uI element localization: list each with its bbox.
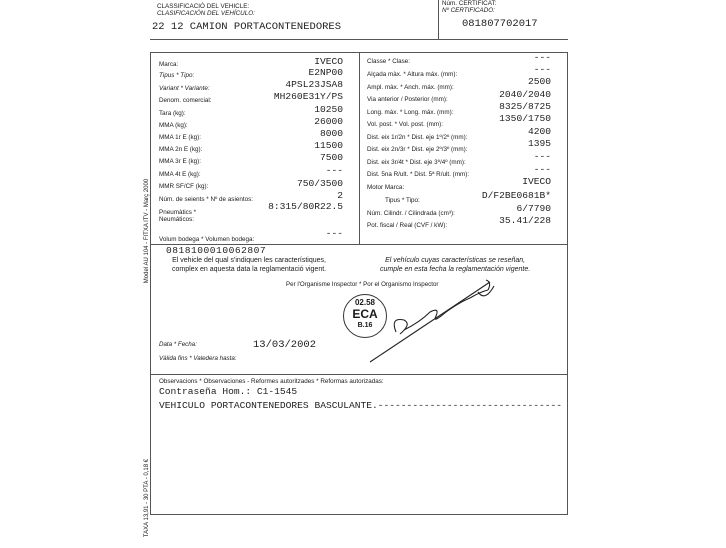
certificate-value: 081807702017 [462,18,538,30]
side-model-text: Model AU 104 - FITXA ITV - Març 2000 [144,178,150,284]
field-label: Dist. 5na R/ult. * Dist. 5ª R/ult. (mm): [367,171,470,178]
statement-ca-line: complex en aquesta data la reglamentació vigent. [172,266,327,273]
fields-center-divider [359,52,360,244]
field-value: 26000 [314,116,343,127]
field-value: --- [533,64,551,75]
date-value: 13/03/2002 [253,339,317,351]
field-label: Pot. fiscal / Real (CVF / kW): [367,222,448,229]
field-value: --- [533,52,551,63]
classification-label-es: CLASIFICACIÓN DEL VEHÍCULO: [157,10,255,17]
field-value: 2040/2040 [499,89,551,100]
observations-top-border [150,374,568,375]
classification-label [157,3,255,17]
certificate-label-ca: Núm. CERTIFICAT: [442,0,497,7]
field-value: IVECO [314,56,343,67]
form-left-border [150,52,151,514]
field-value: E2NP00 [308,67,343,78]
field-value: 2500 [527,76,551,87]
certificate-label [442,0,496,14]
field-label: Denom. comercial: [159,97,212,104]
field-label: Via anterior / Posterior (mm): [367,96,448,103]
side-tax-text: TAXA 13,91 - 30 PTA - 0,18 € [144,458,150,538]
statement-ca [172,256,326,274]
field-value: 750/3500 [296,178,343,189]
field-value: MH260E31Y/PS [273,91,343,102]
field-value: 4PSL23JSA8 [285,79,343,90]
statement-es-line: El vehículo cuyas características se reseñan, [385,257,526,264]
stamp-number: 02.58 [354,298,376,307]
field-label: Alçada màx. * Altura máx. (mm): [367,71,458,78]
volume-label: Volum bodega * Volumen bodega: [159,236,255,243]
observations-label: Observacions * Observaciones - Reformes autoritzades * Reformas autorizadas: [159,378,384,385]
field-label: Classe * Clase: [367,58,411,65]
classification-value: 22 12 CAMION PORTACONTENEDORES [152,21,342,33]
field-value: 4200 [527,126,551,137]
field-label: Ampl. màx. * Anch. máx. (mm): [367,84,454,91]
field-label: Dist. eix 2n/3r * Dist. eje 2º/3º (mm): [367,146,468,153]
form-right-border [567,52,568,514]
field-label: Pneumàtics * Neumáticos: [159,209,197,223]
field-value: 8000 [319,128,343,139]
field-value: 7500 [319,152,343,163]
observations-line-2: VEHICULO PORTACONTENEDORES BASCULANTE.-------------------------------- [159,400,563,411]
serial-code: 0818100010062807 [166,245,267,256]
field-label: MMA 2n E (kg): [159,146,203,153]
field-label: Long. màx. * Long. máx. (mm): [367,109,454,116]
form-bottom-border [150,514,568,515]
field-label: Tipus * Tipo: [159,72,195,79]
organism-label: Per l'Organisme Inspector * Por el Organismo Inspector [286,281,439,288]
header-vertical-divider [438,0,439,39]
field-value: 11500 [314,140,343,151]
field-value: 10250 [314,104,343,115]
field-value: 35.41/228 [499,215,551,226]
field-label: MMA 4t E (kg): [159,171,201,178]
valid-until-label: Vàlida fins * Valedera hasta: [159,355,237,362]
field-value: --- [533,151,551,162]
statement-es-line: cumple en esta fecha la reglamentación vigente. [380,266,531,273]
field-label: Dist. eix 3r/4t * Dist. eje 3º/4º (mm): [367,159,466,166]
field-value: --- [325,228,343,239]
field-label: Dist. eix 1r/2n * Dist. eje 1º/2º (mm): [367,134,468,141]
field-value: 1395 [527,138,551,149]
field-value: 8:315/80R22.5 [268,201,343,212]
field-value: IVECO [522,176,551,187]
field-value: 2 [337,190,343,201]
field-value: 1350/1750 [499,113,551,124]
statement-ca-line: El vehicle del qual s'indiquen les característiques, [172,257,326,264]
field-label: Marca: [159,61,179,68]
field-label: Tara (kg): [159,110,186,117]
field-label: Motor Marca: [367,184,405,191]
field-label: MMA 1r E (kg): [159,134,201,141]
stamp-eca: ECA [352,307,378,321]
field-value: 8325/8725 [499,101,551,112]
field-value: --- [533,164,551,175]
field-value: 6/7790 [516,203,551,214]
observations-line-1: Contraseña Hom.: C1-1545 [159,386,298,397]
field-label: Núm. de seients * Nº de asientos: [159,196,254,203]
field-label: MMA 3r E (kg): [159,158,201,165]
field-label: Vol. post. * Vol. post. (mm): [367,121,443,128]
field-label: MMA (kg): [159,122,188,129]
date-label: Data * Fecha: [159,341,197,348]
header-divider [150,39,568,40]
field-value: D/F2BE0681B* [481,190,551,201]
field-label: Núm. Cilindr. / Cilindrada (cm³): [367,210,455,217]
field-label: MMR SF/CF (kg): [159,183,209,190]
certificate-label-es: Nº CERTIFICADO: [442,7,495,14]
signature-icon [360,272,510,364]
field-value: --- [325,165,343,176]
field-label: Variant * Variante: [159,85,210,92]
stamp-code: B.16 [357,322,373,329]
classification-label-ca: CLASSIFICACIÓ DEL VEHICLE: [157,3,250,10]
field-label: Tipus * Tipo: [385,197,420,204]
